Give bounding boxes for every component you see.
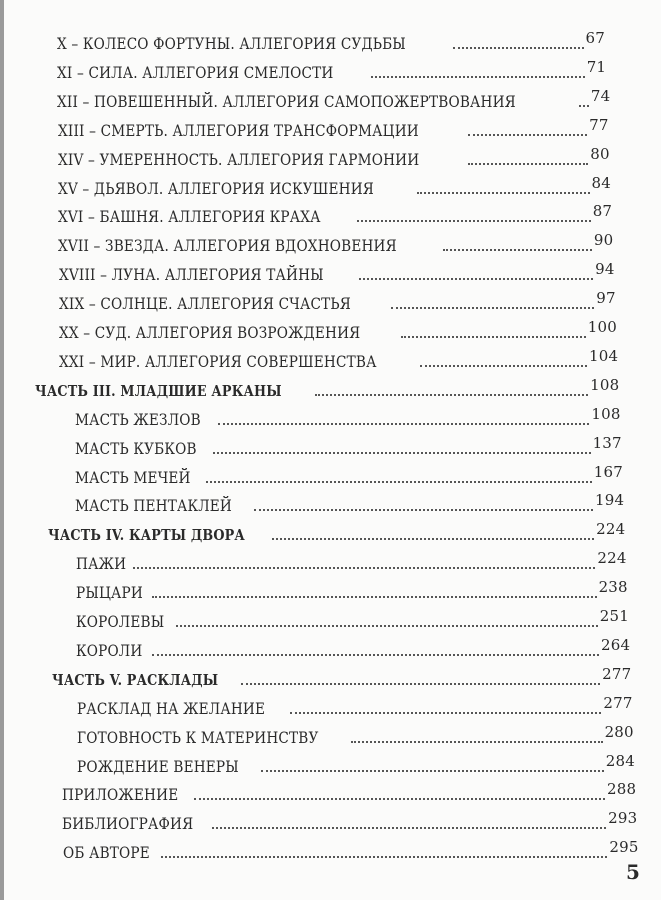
toc-entry: [62, 809, 638, 834]
toc-entry-page: 194: [594, 491, 625, 510]
leader-dots: [359, 278, 593, 280]
leader-dots: [213, 452, 591, 454]
toc-entry-page: 277: [602, 664, 632, 683]
toc-entry-page: 251: [599, 607, 629, 625]
toc-entry: [62, 780, 637, 805]
leader-dots: [391, 307, 595, 309]
toc-entry-page: 167: [593, 462, 623, 481]
toc-entry-page: 108: [591, 404, 621, 423]
leader-dots: [272, 538, 594, 540]
leader-dots: [152, 654, 599, 656]
toc-entry-title: МАСТЬ МЕЧЕЙ: [75, 468, 191, 487]
leader-dots: [241, 683, 600, 685]
toc-entry: [76, 635, 631, 660]
toc-part-heading: [35, 375, 620, 400]
toc-entry-title: МАСТЬ ЖЕЗЛОВ: [74, 410, 201, 429]
leader-dots: [161, 856, 607, 858]
toc-part-heading: [48, 520, 626, 545]
toc-entry: [75, 578, 628, 603]
toc-entry: [59, 318, 617, 342]
toc-entry-page: 71: [586, 57, 607, 76]
leader-dots: [218, 423, 590, 425]
toc-entry: [75, 491, 625, 516]
toc-entry-page: 77: [589, 115, 609, 134]
toc-entry: [58, 231, 614, 256]
leader-dots: [468, 163, 588, 165]
toc-entry-title: ГОТОВНОСТЬ К МАТЕРИНСТВУ: [76, 728, 319, 747]
toc-entry-title: ПРИЛОЖЕНИЕ: [62, 786, 179, 805]
toc-entry: [74, 433, 622, 458]
toc-entry-title: МАСТЬ ПЕНТАКЛЕЙ: [75, 497, 233, 516]
leader-dots: [206, 481, 591, 483]
leader-dots: [212, 827, 607, 829]
leader-dots: [152, 596, 597, 598]
toc-entry-title: XIV – УМЕРЕННОСТЬ. АЛЛЕГОРИЯ ГАРМОНИИ: [57, 150, 420, 169]
leader-dots: [254, 509, 593, 511]
toc-entry-page: 94: [595, 260, 615, 279]
toc-entry-page: 84: [591, 173, 611, 192]
toc-entry-page: 284: [605, 751, 635, 770]
toc-entry-page: 288: [606, 780, 637, 799]
toc-entry-title: XIX – СОЛНЦЕ. АЛЛЕГОРИЯ СЧАСТЬЯ: [58, 295, 351, 314]
toc-entry-page: 104: [588, 346, 619, 365]
toc-entry-title: X – КОЛЕСО ФОРТУНЫ. АЛЛЕГОРИЯ СУДЬБЫ: [57, 35, 406, 53]
toc-entry-title: XVIII – ЛУНА. АЛЛЕГОРИЯ ТАЙНЫ: [58, 266, 324, 285]
toc-entry-title: XII – ПОВЕШЕННЫЙ. АЛЛЕГОРИЯ САМОПОЖЕРТВОВАНИЯ: [57, 92, 517, 111]
toc-entry-title: ПАЖИ: [75, 555, 126, 574]
toc-entry: [57, 144, 610, 169]
toc-part-heading: [52, 664, 632, 689]
toc-entry-title: ОБ АВТОРЕ: [62, 844, 150, 863]
toc-entry: [76, 693, 633, 718]
toc-entry: [58, 173, 611, 198]
toc-entry-title: ЧАСТЬ V. РАСКЛАДЫ: [52, 671, 219, 689]
toc-entry-page: 80: [590, 144, 610, 163]
toc-entry-title: XVII – ЗВЕЗДА. АЛЛЕГОРИЯ ВДОХНОВЕНИЯ: [58, 237, 398, 256]
leader-dots: [176, 625, 597, 627]
toc-entry-title: КОРОЛЕВЫ: [76, 613, 165, 631]
toc-entry-page: 293: [608, 809, 638, 828]
toc-entry-title: БИБЛИОГРАФИЯ: [62, 815, 194, 834]
toc-entry: [58, 202, 613, 227]
leader-dots: [401, 336, 585, 338]
toc-entry-title: КОРОЛИ: [76, 641, 143, 660]
toc-entry-title: РЫЦАРИ: [75, 584, 143, 603]
toc-entry-title: XIII – СМЕРТЬ. АЛЛЕГОРИЯ ТРАНСФОРМАЦИИ: [57, 121, 419, 140]
toc-entry-page: 108: [590, 375, 620, 394]
page-number: 5: [626, 860, 640, 884]
leader-dots: [133, 567, 596, 569]
leader-dots: [579, 105, 589, 107]
toc-entry: [75, 462, 623, 487]
leader-dots: [351, 741, 602, 743]
toc-entry-page: 224: [596, 520, 626, 539]
toc-entry: [75, 549, 627, 574]
toc-entry-title: XV – ДЬЯВОЛ. АЛЛЕГОРИЯ ИСКУШЕНИЯ: [58, 179, 375, 198]
toc-entry-title: XX – СУД. АЛЛЕГОРИЯ ВОЗРОЖДЕНИЯ: [59, 324, 361, 342]
toc-entry-page: 295: [609, 838, 639, 857]
toc-entry: [57, 86, 611, 111]
toc-entry: [58, 260, 615, 285]
toc-entry-title: ЧАСТЬ III. МЛАДШИЕ АРКАНЫ: [35, 382, 282, 400]
leader-dots: [371, 76, 584, 78]
leader-dots: [357, 220, 591, 222]
toc-entry-page: 100: [587, 318, 617, 336]
toc-entry-page: 264: [600, 635, 631, 654]
toc-entry-page: 87: [592, 202, 613, 221]
toc-entry-title: РОЖДЕНИЕ ВЕНЕРЫ: [77, 757, 239, 776]
toc-entry: [76, 722, 634, 747]
toc-entry: [76, 607, 629, 631]
leader-dots: [420, 365, 587, 367]
toc-entry-title: РАСКЛАД НА ЖЕЛАНИЕ: [76, 699, 265, 718]
toc-entry-page: 277: [603, 693, 633, 712]
toc-entry: [62, 838, 639, 863]
scan-edge: [0, 0, 4, 900]
toc-entry: [77, 751, 635, 776]
leader-dots: [261, 770, 604, 772]
leader-dots: [315, 394, 588, 396]
leader-dots: [443, 249, 592, 251]
toc-entry-page: 137: [592, 433, 622, 452]
toc-entry-page: 67: [585, 29, 605, 47]
toc-entry: [57, 115, 609, 140]
toc-entry-title: МАСТЬ КУБКОВ: [74, 439, 197, 458]
toc-entry-page: 97: [596, 289, 616, 308]
toc-entry: [58, 289, 616, 314]
toc-entry: [57, 29, 605, 53]
leader-dots: [453, 47, 583, 49]
leader-dots: [468, 134, 587, 136]
toc-entry-page: 280: [604, 722, 634, 741]
toc-entry: [57, 57, 607, 82]
toc-entry: [74, 404, 621, 429]
leader-dots: [417, 192, 589, 194]
toc-entry-page: 238: [598, 578, 628, 597]
leader-dots: [194, 798, 605, 800]
toc-entry-title: ЧАСТЬ IV. КАРТЫ ДВОРА: [48, 527, 245, 545]
toc-entry: [59, 346, 619, 371]
toc-entry-title: XXI – МИР. АЛЛЕГОРИЯ СОВЕРШЕНСТВА: [59, 352, 377, 371]
toc-entry-page: 224: [597, 549, 627, 568]
toc-entry-title: XVI – БАШНЯ. АЛЛЕГОРИЯ КРАХА: [58, 208, 321, 227]
toc-entry-page: 90: [593, 231, 614, 250]
toc-entry-title: XI – СИЛА. АЛЛЕГОРИЯ СМЕЛОСТИ: [57, 63, 334, 82]
leader-dots: [290, 712, 601, 714]
toc-entry-page: 74: [590, 86, 611, 105]
